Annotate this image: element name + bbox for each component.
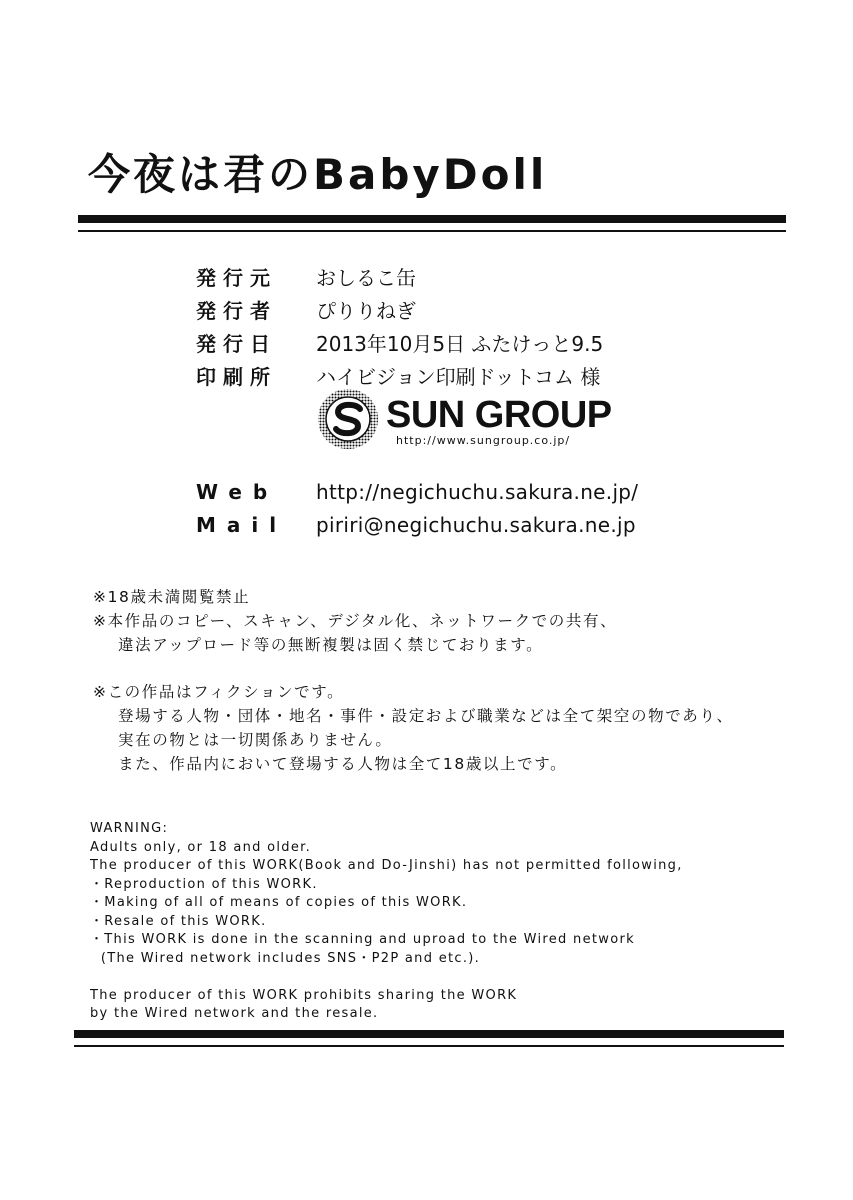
warning-line: ・Making of all of means of copies of this WORK. bbox=[90, 895, 468, 910]
date-row bbox=[0, 330, 853, 358]
warning-line: ・Resale of this WORK. bbox=[90, 913, 267, 929]
bottom-rule-thick bbox=[74, 1030, 784, 1038]
sun-group-url[interactable]: http://www.sungroup.co.jp/ bbox=[396, 434, 571, 447]
warning-line: The producer of this WORK(Book and Do-Jinshi) has not permitted following, bbox=[90, 858, 683, 873]
sun-group-emblem-icon bbox=[316, 387, 380, 451]
date-label: 発行日 bbox=[196, 332, 277, 356]
author-value: ぴりりねぎ bbox=[316, 299, 416, 323]
fiction-notice-line-3: 実在の物とは一切関係ありません。 bbox=[118, 731, 393, 749]
publisher-label: 発行元 bbox=[196, 266, 277, 290]
warning-line: The producer of this WORK prohibits sharing the WORK bbox=[90, 987, 518, 1003]
warning-line: by the Wired network and the resale. bbox=[90, 1006, 379, 1021]
copy-notice-line-2: 違法アップロード等の無断複製は固く禁じております。 bbox=[118, 636, 544, 654]
mail-link[interactable]: piriri@negichuchu.sakura.ne.jp bbox=[316, 513, 636, 537]
copy-notice-line-1: ※本作品のコピー、スキャン、デジタル化、ネットワークでの共有、 bbox=[93, 612, 618, 630]
age-restriction-notice: ※18歳未満閲覧禁止 bbox=[93, 588, 251, 606]
fiction-notice-line-4: また、作品内において登場する人物は全て18歳以上です。 bbox=[118, 755, 568, 773]
web-row bbox=[0, 478, 853, 506]
publisher-value: おしるこ缶 bbox=[316, 266, 416, 290]
printer-value: ハイビジョン印刷ドットコム 様 bbox=[316, 365, 601, 389]
page-title: 今夜は君のBabyDoll bbox=[88, 150, 548, 199]
fiction-notice-line-1: ※この作品はフィクションです。 bbox=[93, 683, 345, 701]
english-warning bbox=[90, 820, 683, 1024]
bottom-rule-thin bbox=[74, 1045, 784, 1047]
top-rule-thin bbox=[78, 230, 786, 232]
warning-line: ・This WORK is done in the scanning and uproad to the Wired network bbox=[90, 932, 635, 947]
warning-spacer bbox=[90, 968, 683, 987]
warning-line: (The Wired network includes SNS・P2P and etc.). bbox=[90, 950, 481, 966]
warning-line: ・Reproduction of this WORK. bbox=[90, 876, 318, 892]
publisher-row bbox=[0, 264, 853, 292]
warning-heading: WARNING: bbox=[90, 821, 169, 836]
printer-label: 印刷所 bbox=[196, 365, 277, 389]
sun-group-name: SUN GROUP bbox=[386, 394, 612, 436]
author-label: 発行者 bbox=[196, 299, 277, 323]
web-label: Web bbox=[196, 480, 279, 504]
mail-label: Mail bbox=[196, 513, 288, 537]
top-rule-thick bbox=[78, 215, 786, 223]
author-row bbox=[0, 297, 853, 325]
warning-line: Adults only, or 18 and older. bbox=[90, 839, 312, 855]
sun-group-logo bbox=[316, 387, 646, 457]
date-value: 2013年10月5日 ふたけっと9.5 bbox=[316, 332, 604, 356]
mail-row bbox=[0, 511, 853, 539]
fiction-notice-line-2: 登場する人物・団体・地名・事件・設定および職業などは全て架空の物であり、 bbox=[118, 707, 734, 725]
web-link[interactable]: http://negichuchu.sakura.ne.jp/ bbox=[316, 480, 639, 504]
